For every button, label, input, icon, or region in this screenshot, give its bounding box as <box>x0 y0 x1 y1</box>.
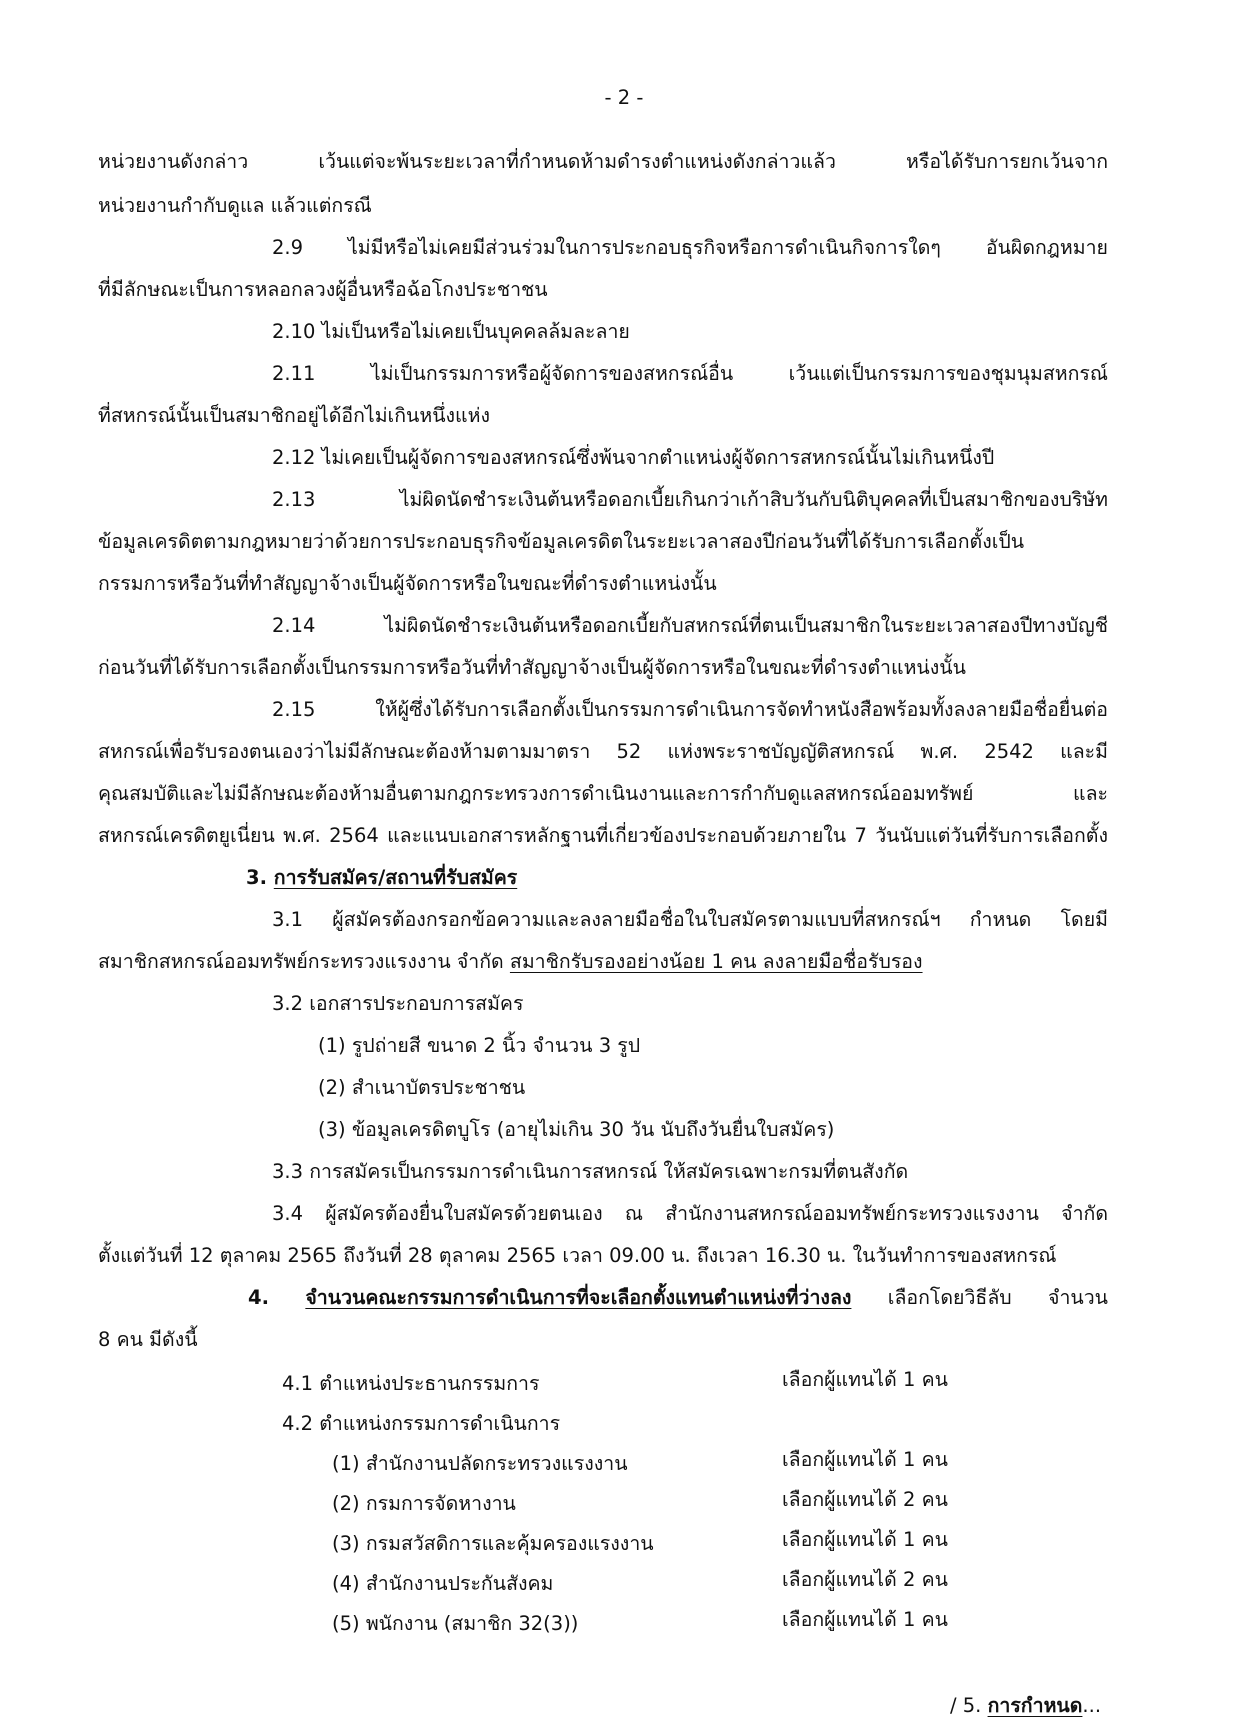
paragraph-line: สหกรณ์เครดิตยูเนี่ยน พ.ศ. 2564 และแนบเอกสารหลักฐานที่เกี่ยวข้องประกอบด้วยภายใน 7 วันนับแต่วันที่รับการเลือกตั้ง <box>98 824 1108 847</box>
item-3-2-2: (2) สำเนาบัตรประชาชน <box>318 1076 526 1099</box>
item-4-1: 4.1 ตำแหน่งประธานกรรมการ <box>282 1372 540 1395</box>
continuation-footer <box>950 1692 1101 1720</box>
paragraph-line: หน่วยงานดังกล่าว เว้นแต่จะพ้นระยะเวลาที่กำหนดห้ามดำรงตำแหน่งดังกล่าวแล้ว หรือได้รับการยกเว้นจาก <box>98 150 1108 173</box>
unit-label: (4) สำนักงานประกันสังคม <box>332 1572 554 1595</box>
item-4-2: 4.2 ตำแหน่งกรรมการดำเนินการ <box>282 1412 561 1435</box>
item-3-3: 3.3 การสมัครเป็นกรรมการดำเนินการสหกรณ์ ให้สมัครเฉพาะกรมที่ตนสังกัด <box>272 1160 909 1183</box>
section-title: จำนวนคณะกรรมการดำเนินการที่จะเลือกตั้งแทนตำแหน่งที่ว่างลง <box>305 1286 852 1309</box>
item-4-1-count: เลือกผู้แทนได้ 1 คน <box>782 1368 948 1391</box>
unit-count: เลือกผู้แทนได้ 1 คน <box>782 1448 948 1471</box>
unit-count: เลือกผู้แทนได้ 1 คน <box>782 1528 948 1551</box>
paragraph-line: ที่สหกรณ์นั้นเป็นสมาชิกอยู่ได้อีกไม่เกินหนึ่งแห่ง <box>98 404 490 427</box>
item-2-13: 2.13 ไม่ผิดนัดชำระเงินต้นหรือดอกเบี้ยเกินกว่าเก้าสิบวันกับนิติบุคคลที่เป็นสมาชิกของบริษัท <box>272 488 1108 511</box>
paragraph-line: ข้อมูลเครดิตตามกฎหมายว่าด้วยการประกอบธุรกิจข้อมูลเครดิตในระยะเวลาสองปีก่อนวันที่ได้รับการเลือกตั้งเป็น <box>98 530 1025 553</box>
text-plain: สมาชิกสหกรณ์ออมทรัพย์กระทรวงแรงงาน จำกัด <box>98 950 510 973</box>
item-3-2-3: (3) ข้อมูลเครดิตบูโร (อายุไม่เกิน 30 วัน นับถึงวันยื่นใบสมัคร) <box>318 1118 835 1141</box>
paragraph-line: ก่อนวันที่ได้รับการเลือกตั้งเป็นกรรมการหรือวันที่ทำสัญญาจ้างเป็นผู้จัดการหรือในขณะที่ดำรงตำแหน่งนั้น <box>98 656 966 679</box>
text-underlined: สมาชิกรับรองอย่างน้อย 1 คน ลงลายมือชื่อรับรอง <box>509 950 923 973</box>
paragraph-line: 8 คน มีดังนี้ <box>98 1328 198 1351</box>
paragraph-line: คุณสมบัติและไม่มีลักษณะต้องห้ามอื่นตามกฎกระทรวงการดำเนินงานและการกำกับดูแลสหกรณ์ออมทรัพย์ และ <box>98 782 1108 805</box>
item-3-2-1: (1) รูปถ่ายสี ขนาด 2 นิ้ว จำนวน 3 รูป <box>318 1034 641 1057</box>
unit-count: เลือกผู้แทนได้ 1 คน <box>782 1608 948 1631</box>
item-2-10: 2.10 ไม่เป็นหรือไม่เคยเป็นบุคคลล้มละลาย <box>272 320 630 343</box>
unit-label: (1) สำนักงานปลัดกระทรวงแรงงาน <box>332 1452 628 1475</box>
unit-count: เลือกผู้แทนได้ 2 คน <box>782 1488 948 1511</box>
footer-ellipsis: ... <box>1082 1694 1102 1717</box>
item-2-9: 2.9 ไม่มีหรือไม่เคยมีส่วนร่วมในการประกอบธุรกิจหรือการดำเนินกิจการใดๆ อันผิดกฎหมาย <box>272 236 1108 259</box>
item-2-11: 2.11 ไม่เป็นกรรมการหรือผู้จัดการของสหกรณ์อื่น เว้นแต่เป็นกรรมการของชุมนุมสหกรณ์ <box>272 362 1108 385</box>
section-number: 3. <box>246 866 267 889</box>
paragraph-line: กรรมการหรือวันที่ทำสัญญาจ้างเป็นผู้จัดการหรือในขณะที่ดำรงตำแหน่งนั้น <box>98 572 717 595</box>
paragraph-line: ตั้งแต่วันที่ 12 ตุลาคม 2565 ถึงวันที่ 28 ตุลาคม 2565 เวลา 09.00 น. ถึงเวลา 16.30 น. ในวันทำการของสหกรณ์ <box>98 1244 1057 1267</box>
unit-label: (3) กรมสวัสดิการและคุ้มครองแรงงาน <box>332 1532 654 1555</box>
item-2-12: 2.12 ไม่เคยเป็นผู้จัดการของสหกรณ์ซึ่งพ้นจากตำแหน่งผู้จัดการสหกรณ์นั้นไม่เกินหนึ่งปี <box>272 446 995 469</box>
unit-count: เลือกผู้แทนได้ 2 คน <box>782 1568 948 1591</box>
paragraph-line <box>98 948 923 976</box>
page-number: - 2 - <box>604 86 644 109</box>
paragraph-line: หน่วยงานกำกับดูแล แล้วแต่กรณี <box>98 194 372 217</box>
item-2-14: 2.14 ไม่ผิดนัดชำระเงินต้นหรือดอกเบี้ยกับสหกรณ์ที่ตนเป็นสมาชิกในระยะเวลาสองปีทางบัญชี <box>272 614 1108 637</box>
unit-label: (2) กรมการจัดหางาน <box>332 1492 516 1515</box>
paragraph-line: สหกรณ์เพื่อรับรองตนเองว่าไม่มีลักษณะต้องห้ามตามมาตรา 52 แห่งพระราชบัญญัติสหกรณ์ พ.ศ. 2542 และมี <box>98 740 1108 763</box>
section-title: การรับสมัคร/สถานที่รับสมัคร <box>273 866 518 889</box>
heading-tail: เลือกโดยวิธีลับ จำนวน <box>851 1286 1109 1309</box>
item-3-2: 3.2 เอกสารประกอบการสมัคร <box>272 992 524 1015</box>
unit-label: (5) พนักงาน (สมาชิก 32(3)) <box>332 1612 579 1635</box>
section-3-heading <box>246 864 517 892</box>
footer-prefix: / 5. <box>950 1694 988 1717</box>
item-3-1: 3.1 ผู้สมัครต้องกรอกข้อความและลงลายมือชื่อในใบสมัครตามแบบที่สหกรณ์ฯ กำหนด โดยมี <box>272 908 1108 931</box>
section-4-heading <box>248 1284 1108 1312</box>
item-3-4: 3.4 ผู้สมัครต้องยื่นใบสมัครด้วยตนเอง ณ สำนักงานสหกรณ์ออมทรัพย์กระทรวงแรงงาน จำกัด <box>272 1202 1108 1225</box>
footer-next-heading: การกำหนด <box>987 1694 1083 1717</box>
section-number: 4. <box>248 1286 269 1309</box>
item-2-15: 2.15 ให้ผู้ซึ่งได้รับการเลือกตั้งเป็นกรรมการดำเนินการจัดทำหนังสือพร้อมทั้งลงลายมือชื่อยื่นต่อ <box>272 698 1108 721</box>
paragraph-line: ที่มีลักษณะเป็นการหลอกลวงผู้อื่นหรือฉ้อโกงประชาชน <box>98 278 548 301</box>
